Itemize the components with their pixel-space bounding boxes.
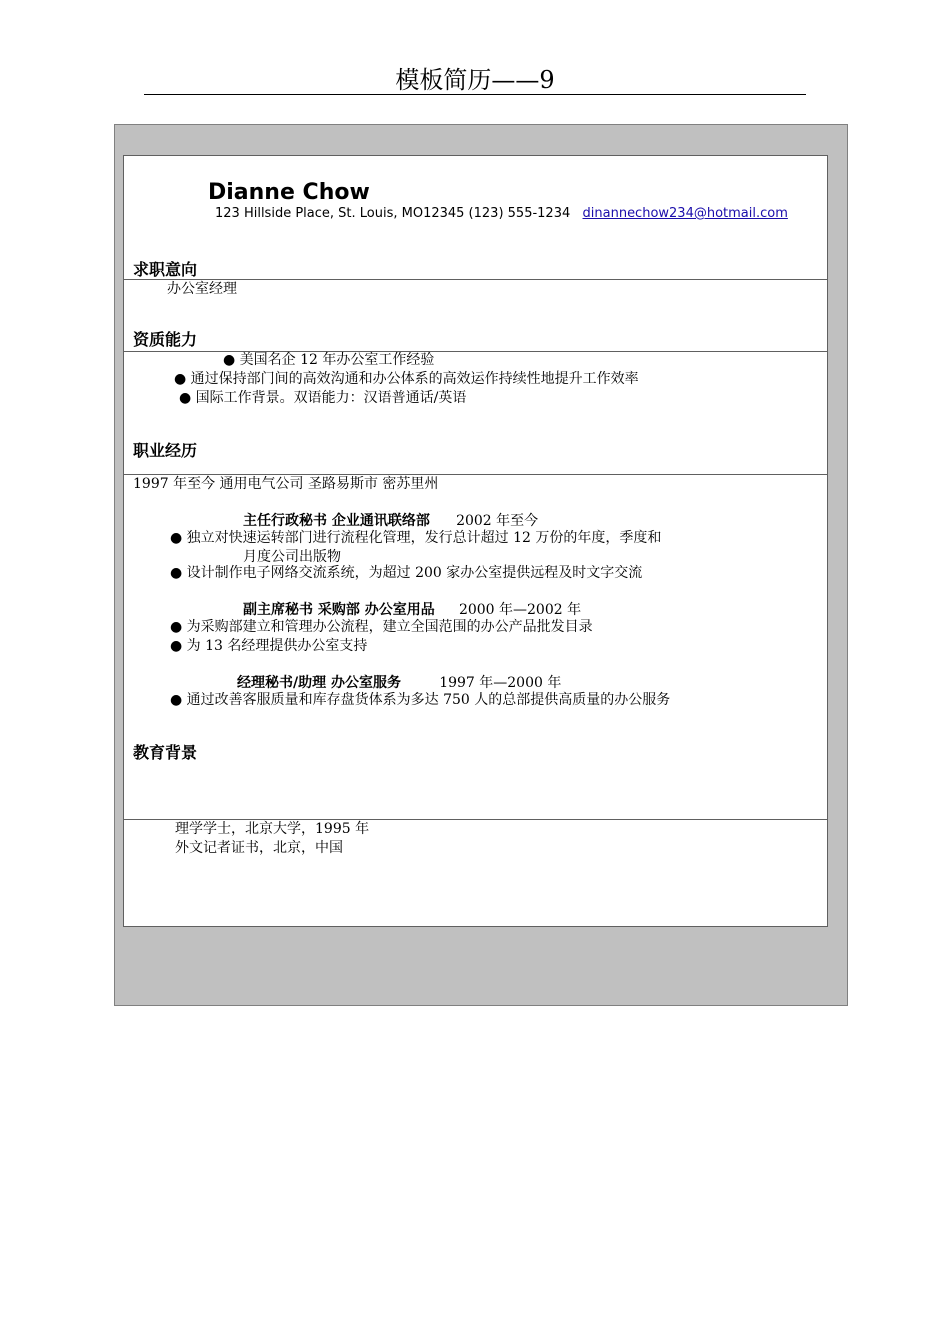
role-period: 2000 年—2002 年 [458, 602, 582, 618]
role-bullet: ● 设计制作电子网络交流系统，为超过 200 家办公室提供远程及时文字交流 [170, 565, 643, 581]
title-underline [144, 94, 806, 95]
role-bullet: ● 为 13 名经理提供办公室支持 [170, 638, 368, 654]
contact-info: 123 Hillside Place, St. Louis, MO12345 (123) 555-1234 [215, 206, 571, 221]
role-period: 1997 年—2000 年 [439, 675, 562, 691]
education-item: 外文记者证书，北京，中国 [175, 840, 343, 856]
education-heading: 教育背景 [133, 743, 198, 762]
role-bullet-continuation: 月度公司出版物 [243, 549, 341, 565]
objective-heading: 求职意向 [133, 260, 198, 279]
qualification-item: ● 美国名企 12 年办公室工作经验 [223, 352, 435, 368]
role-header [237, 672, 561, 693]
qualification-item: ● 通过保持部门间的高效沟通和办公体系的高效运作持续性地提升工作效率 [174, 371, 639, 387]
contact-line [215, 205, 788, 223]
role-title: 经理秘书/助理 办公室服务 [237, 675, 401, 691]
objective-text: 办公室经理 [167, 281, 237, 297]
document-title: 模板简历——9 [395, 66, 555, 94]
role-title: 副主席秘书 采购部 办公室用品 [243, 602, 435, 618]
role-header [243, 510, 538, 531]
qualification-item: ● 国际工作背景。双语能力：汉语普通话/英语 [179, 390, 467, 406]
experience-heading: 职业经历 [133, 441, 198, 460]
role-header [243, 599, 581, 620]
role-period: 2002 年至今 [456, 513, 539, 529]
candidate-name: Dianne Chow [208, 180, 370, 205]
role-bullet: ● 独立对快速运转部门进行流程化管理，发行总计超过 12 万份的年度，季度和 [170, 530, 662, 546]
role-bullet: ● 通过改善客服质量和库存盘货体系为多达 750 人的总部提供高质量的办公服务 [170, 692, 671, 708]
role-bullet: ● 为采购部建立和管理办公流程，建立全国范围的办公产品批发目录 [170, 619, 593, 635]
role-title: 主任行政秘书 企业通讯联络部 [243, 513, 430, 529]
email-link[interactable]: dinannechow234@hotmail.com [582, 206, 788, 221]
company-line: 1997 年至今 通用电气公司 圣路易斯市 密苏里州 [133, 476, 439, 492]
qualifications-heading: 资质能力 [133, 330, 198, 349]
education-item: 理学学士，北京大学，1995 年 [175, 821, 370, 837]
